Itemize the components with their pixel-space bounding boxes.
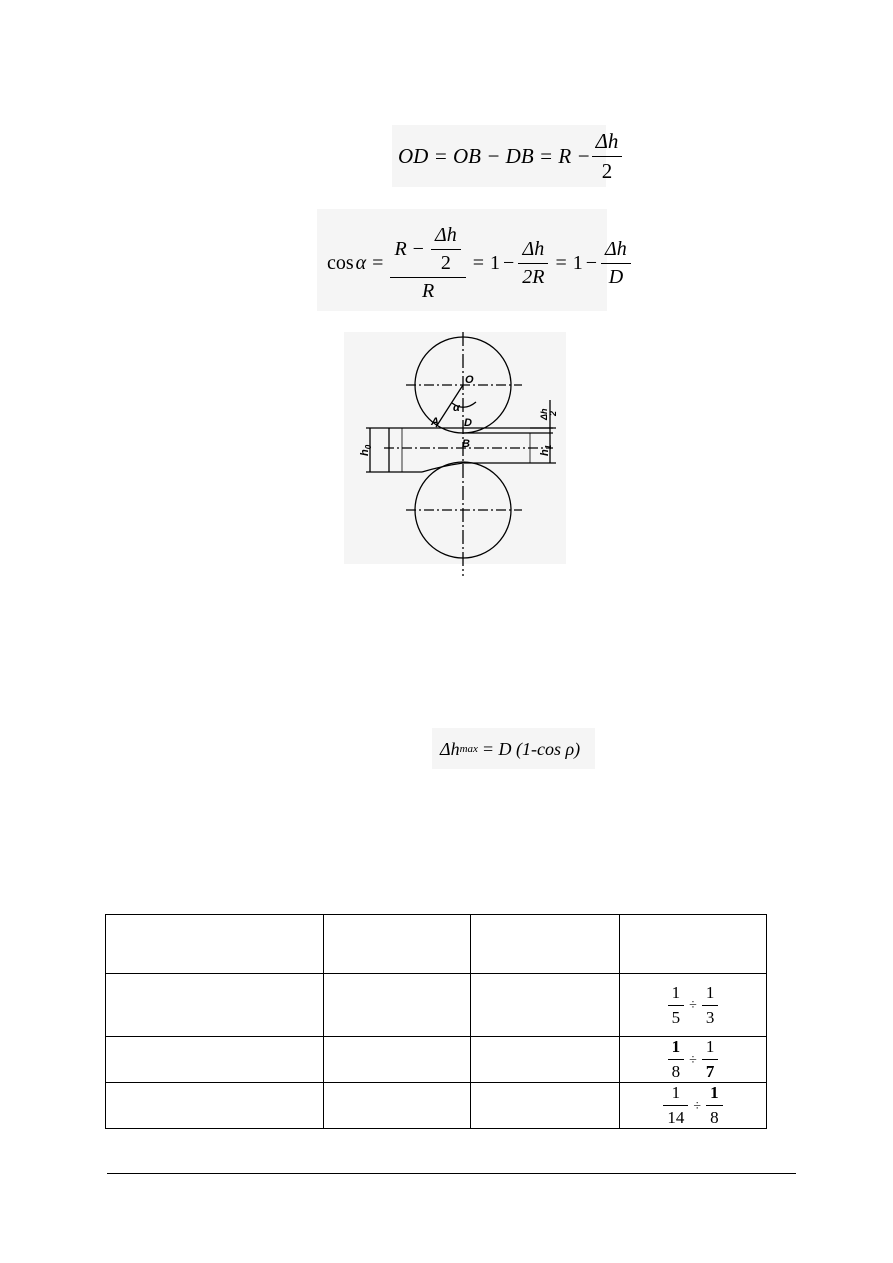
label-A: A (431, 416, 439, 428)
equation-2-frac-2r (520, 238, 546, 289)
ratio-frac-b-num: 1 (705, 982, 715, 1002)
equation-2-equals-3: = (555, 251, 567, 274)
table-cell (324, 1037, 471, 1083)
table-header-cell-4 (620, 915, 767, 974)
equation-2 (327, 222, 632, 304)
ratio-frac-a-num: 1 (671, 982, 681, 1002)
table-cell-ratio (620, 1083, 767, 1129)
equation-2-inner-num: Δh (434, 223, 457, 246)
label-dh2-num: Δh (539, 408, 549, 420)
footer-divider (107, 1173, 796, 1174)
label-alpha: α (453, 402, 460, 414)
equation-3-sub: max (459, 743, 478, 755)
equation-2-inner-den: 2 (431, 249, 461, 275)
table-cell-ratio (620, 1037, 767, 1083)
ratio-frac-a-num: 1 (671, 1083, 681, 1102)
table-cell (106, 1037, 324, 1083)
equation-2-main-fraction (392, 224, 463, 303)
label-h0: $h_0$ (359, 444, 373, 456)
equation-2-frac-d-num: Δh (605, 237, 627, 260)
table-row (106, 1037, 767, 1083)
ratio-divide: ÷ (689, 998, 697, 1013)
equation-2-inner-fraction (433, 224, 459, 275)
ratio-frac-a-den: 14 (663, 1105, 688, 1128)
equation-2-equals-1: = (372, 251, 384, 274)
equation-2-frac-d-den: D (601, 263, 631, 289)
equation-2-minus-a: − (502, 251, 515, 274)
equation-2-cos: cos (327, 251, 354, 274)
table-cell (471, 974, 620, 1037)
equation-2-main-num (392, 224, 463, 277)
ratio-divide: ÷ (693, 1098, 702, 1114)
equation-2-equals-2: = (472, 251, 484, 274)
table-header-row (106, 915, 767, 974)
equation-2-frac-2r-num: Δh (522, 237, 545, 260)
ratio-frac-a-num: 1 (671, 1037, 681, 1056)
equation-3-dh: Δh (440, 738, 460, 759)
equation-2-frac-d (603, 238, 629, 289)
table-cell (106, 974, 324, 1037)
equation-1 (398, 128, 623, 184)
table-cell (106, 1083, 324, 1129)
equation-2-R-top: R (394, 237, 407, 260)
equation-2-alpha: α (355, 251, 367, 274)
ratio-frac-a-den: 5 (668, 1005, 685, 1028)
table-header-cell-1 (106, 915, 324, 974)
ratio-frac-b-den: 7 (702, 1059, 719, 1082)
ratio-divide: ÷ (689, 1052, 697, 1068)
equation-2-minus-b: − (585, 251, 598, 274)
table-row (106, 1083, 767, 1129)
equation-1-lhs: OD = OB − DB = R − (398, 143, 591, 168)
equation-1-frac-den: 2 (592, 156, 623, 184)
ratio-range (667, 1037, 720, 1082)
table-cell (471, 1037, 620, 1083)
label-O: O (465, 374, 474, 386)
equation-2-one-b: 1 (572, 251, 583, 274)
table-cell-ratio (620, 974, 767, 1037)
ratio-range (667, 983, 720, 1028)
equation-3 (440, 732, 580, 766)
table-cell (324, 1083, 471, 1129)
data-table (105, 914, 767, 1129)
label-D: D (464, 417, 472, 429)
ratio-frac-b-num: 1 (705, 1037, 715, 1056)
ratio-frac-b-num: 1 (710, 1083, 719, 1102)
equation-2-minus-top: − (412, 237, 424, 260)
ratio-range (662, 1083, 723, 1128)
ratio-frac-a-den: 8 (668, 1059, 685, 1082)
ratio-frac-b-den: 8 (706, 1105, 723, 1128)
equation-3-rest: = D (1-cos ρ) (481, 738, 581, 759)
equation-1-fraction (594, 129, 621, 184)
rolling-mill-diagram (344, 332, 566, 578)
table-cell (471, 1083, 620, 1129)
table-header-cell-3 (471, 915, 620, 974)
table-header-cell-2 (324, 915, 471, 974)
table-cell (324, 974, 471, 1037)
equation-1-frac-num: Δh (595, 128, 619, 153)
equation-2-one-a: 1 (489, 251, 500, 274)
equation-2-frac-2r-den: 2R (518, 263, 548, 289)
equation-2-main-den: R (390, 277, 465, 303)
label-B: B (462, 438, 470, 450)
ratio-frac-b-den: 3 (702, 1005, 719, 1028)
table-row (106, 974, 767, 1037)
label-dh2-den: 2 (548, 410, 558, 416)
label-h1: $h_1$ (539, 444, 553, 456)
